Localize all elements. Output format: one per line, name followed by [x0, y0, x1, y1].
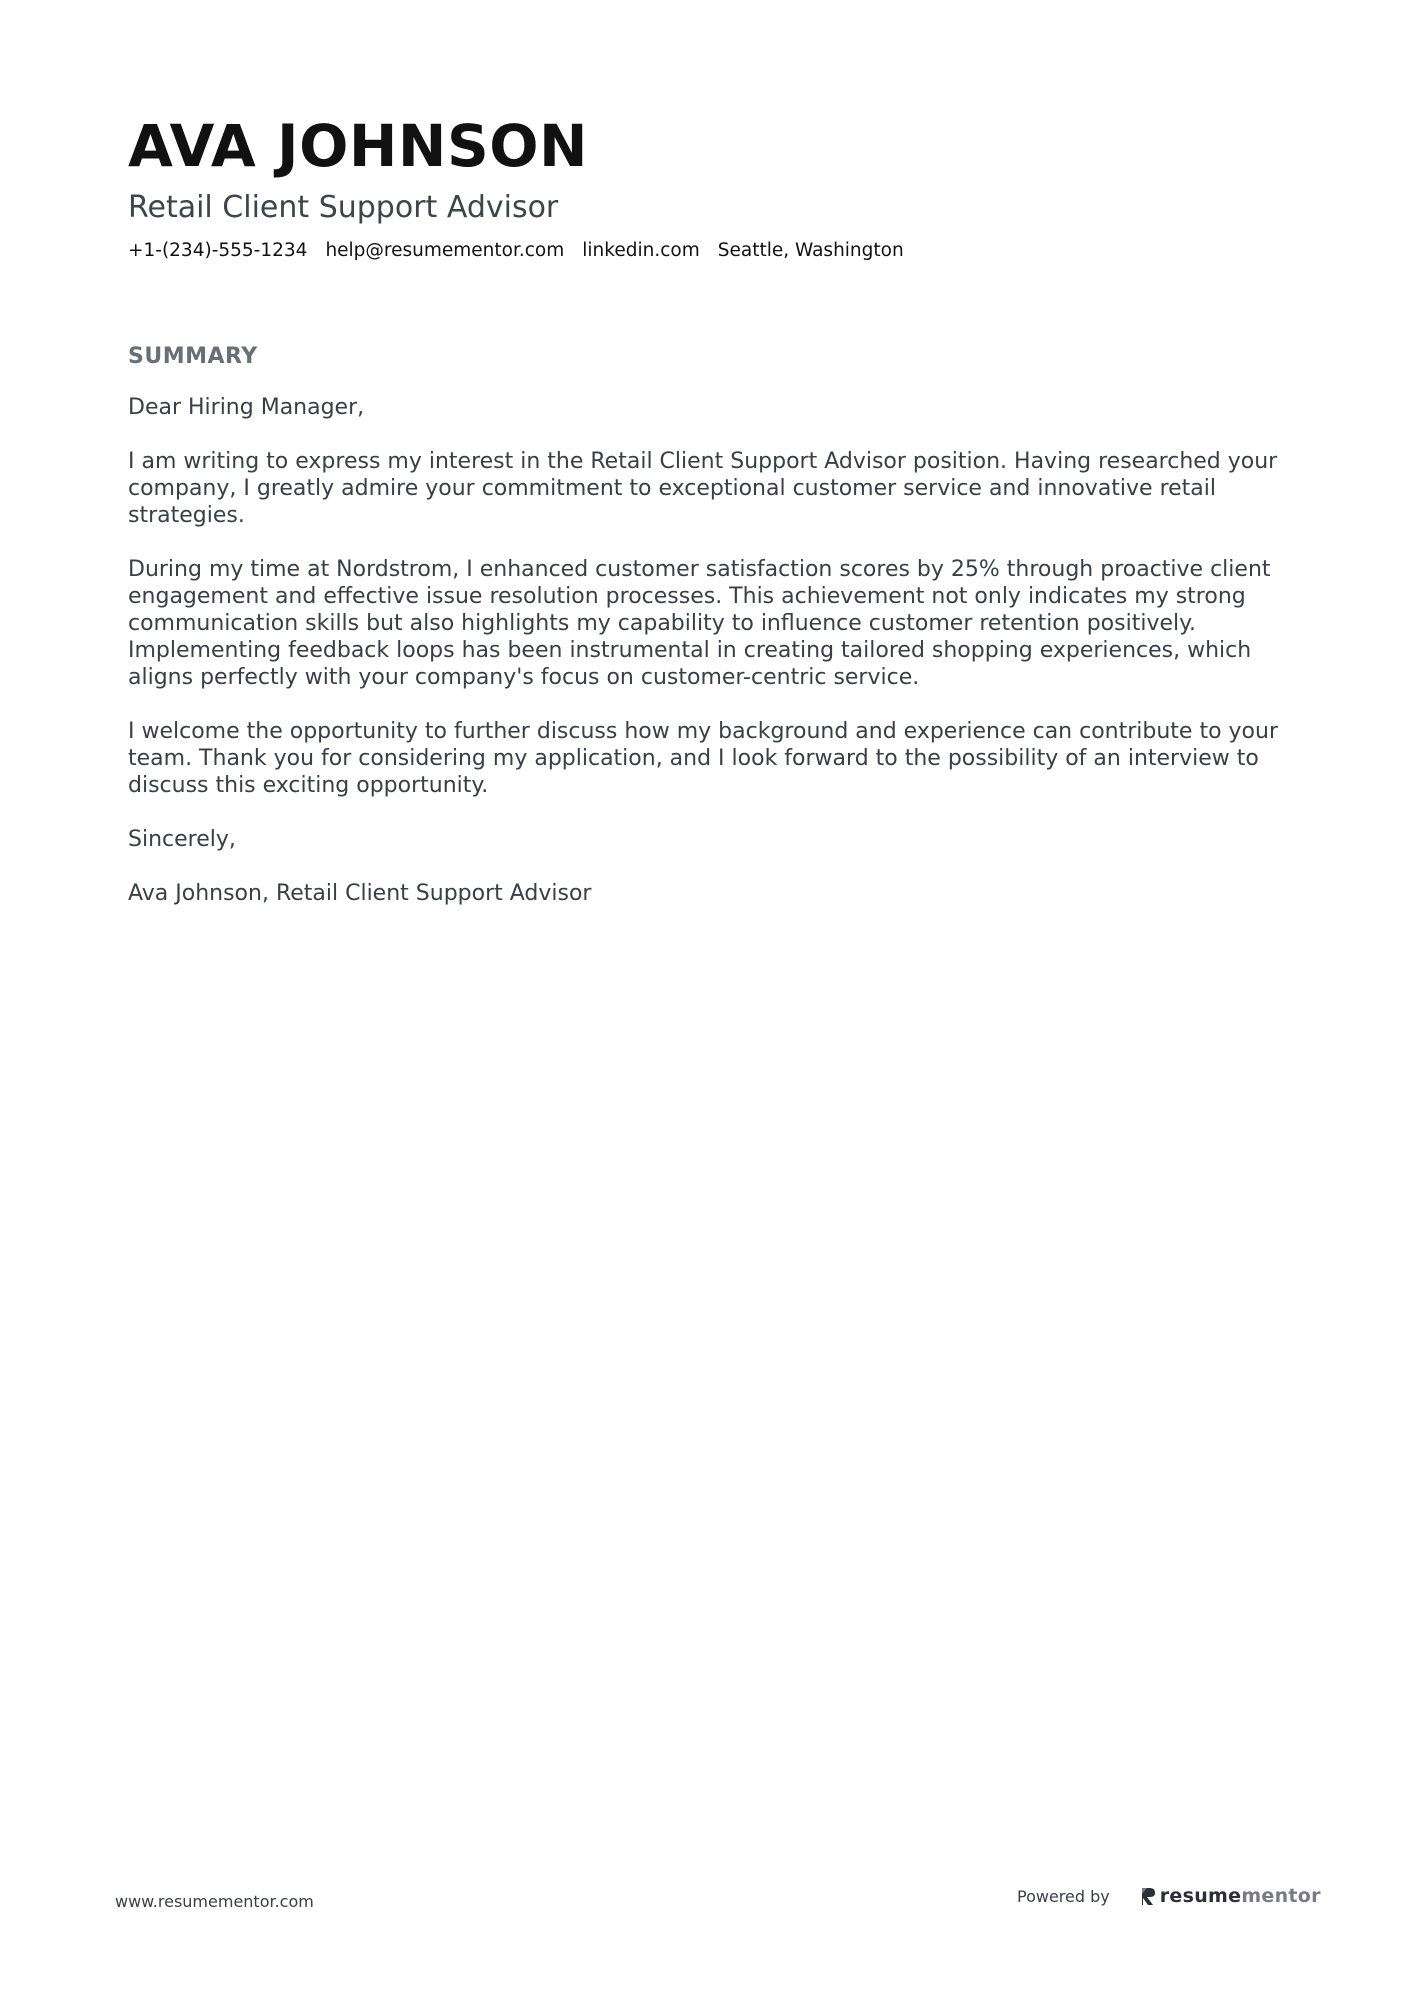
email-link[interactable]: help@resumementor.com [325, 240, 565, 261]
contact-line [128, 238, 1288, 264]
location: Seattle, Washington [717, 240, 904, 261]
body-paragraph: I am writing to express my interest in the Retail Client Support Advisor position. Having researched your company, I greatly admire your commitment to exceptional customer service and innovative retail strategies. [128, 449, 1278, 528]
brand-wordmark-light: mentor [1241, 1885, 1321, 1907]
brand-logo[interactable] [1140, 1885, 1321, 1907]
candidate-name: AVA JOHNSON [128, 112, 589, 180]
header [128, 112, 1288, 264]
powered-by-label: Powered by [1017, 1886, 1110, 1906]
brand-wordmark [1160, 1885, 1321, 1907]
closing: Sincerely, [128, 827, 236, 852]
job-title: Retail Client Support Advisor [128, 190, 559, 225]
summary-section [128, 342, 1298, 934]
signature: Ava Johnson, Retail Client Support Advisor [128, 881, 592, 906]
body-paragraph: I welcome the opportunity to further discuss how my background and experience can contribute to your team. Thank you for considering my application, and I look forward to the possibility of an interview to discuss this exciting opportunity. [128, 719, 1279, 798]
resumementor-logo-icon [1140, 1886, 1156, 1906]
phone-number: +1-(234)-555-1234 [128, 240, 308, 261]
body-paragraph: During my time at Nordstrom, I enhanced customer satisfaction scores by 25% through proactive client engagement and effective issue resolution processes. This achievement not only indicates my strong communication skills but also highlights my capability to influence customer retention positively. Implementing feedback loops has been instrumental in creating tailored shopping experiences, which aligns perfectly with your company's focus on customer-centric service. [128, 557, 1271, 690]
footer-branding [1017, 1885, 1321, 1907]
linkedin-link[interactable]: linkedin.com [582, 240, 700, 261]
brand-wordmark-strong: resume [1159, 1885, 1242, 1907]
footer-website-link[interactable]: www.resumementor.com [115, 1892, 314, 1911]
salutation: Dear Hiring Manager, [128, 395, 365, 420]
section-heading: SUMMARY [128, 344, 258, 369]
